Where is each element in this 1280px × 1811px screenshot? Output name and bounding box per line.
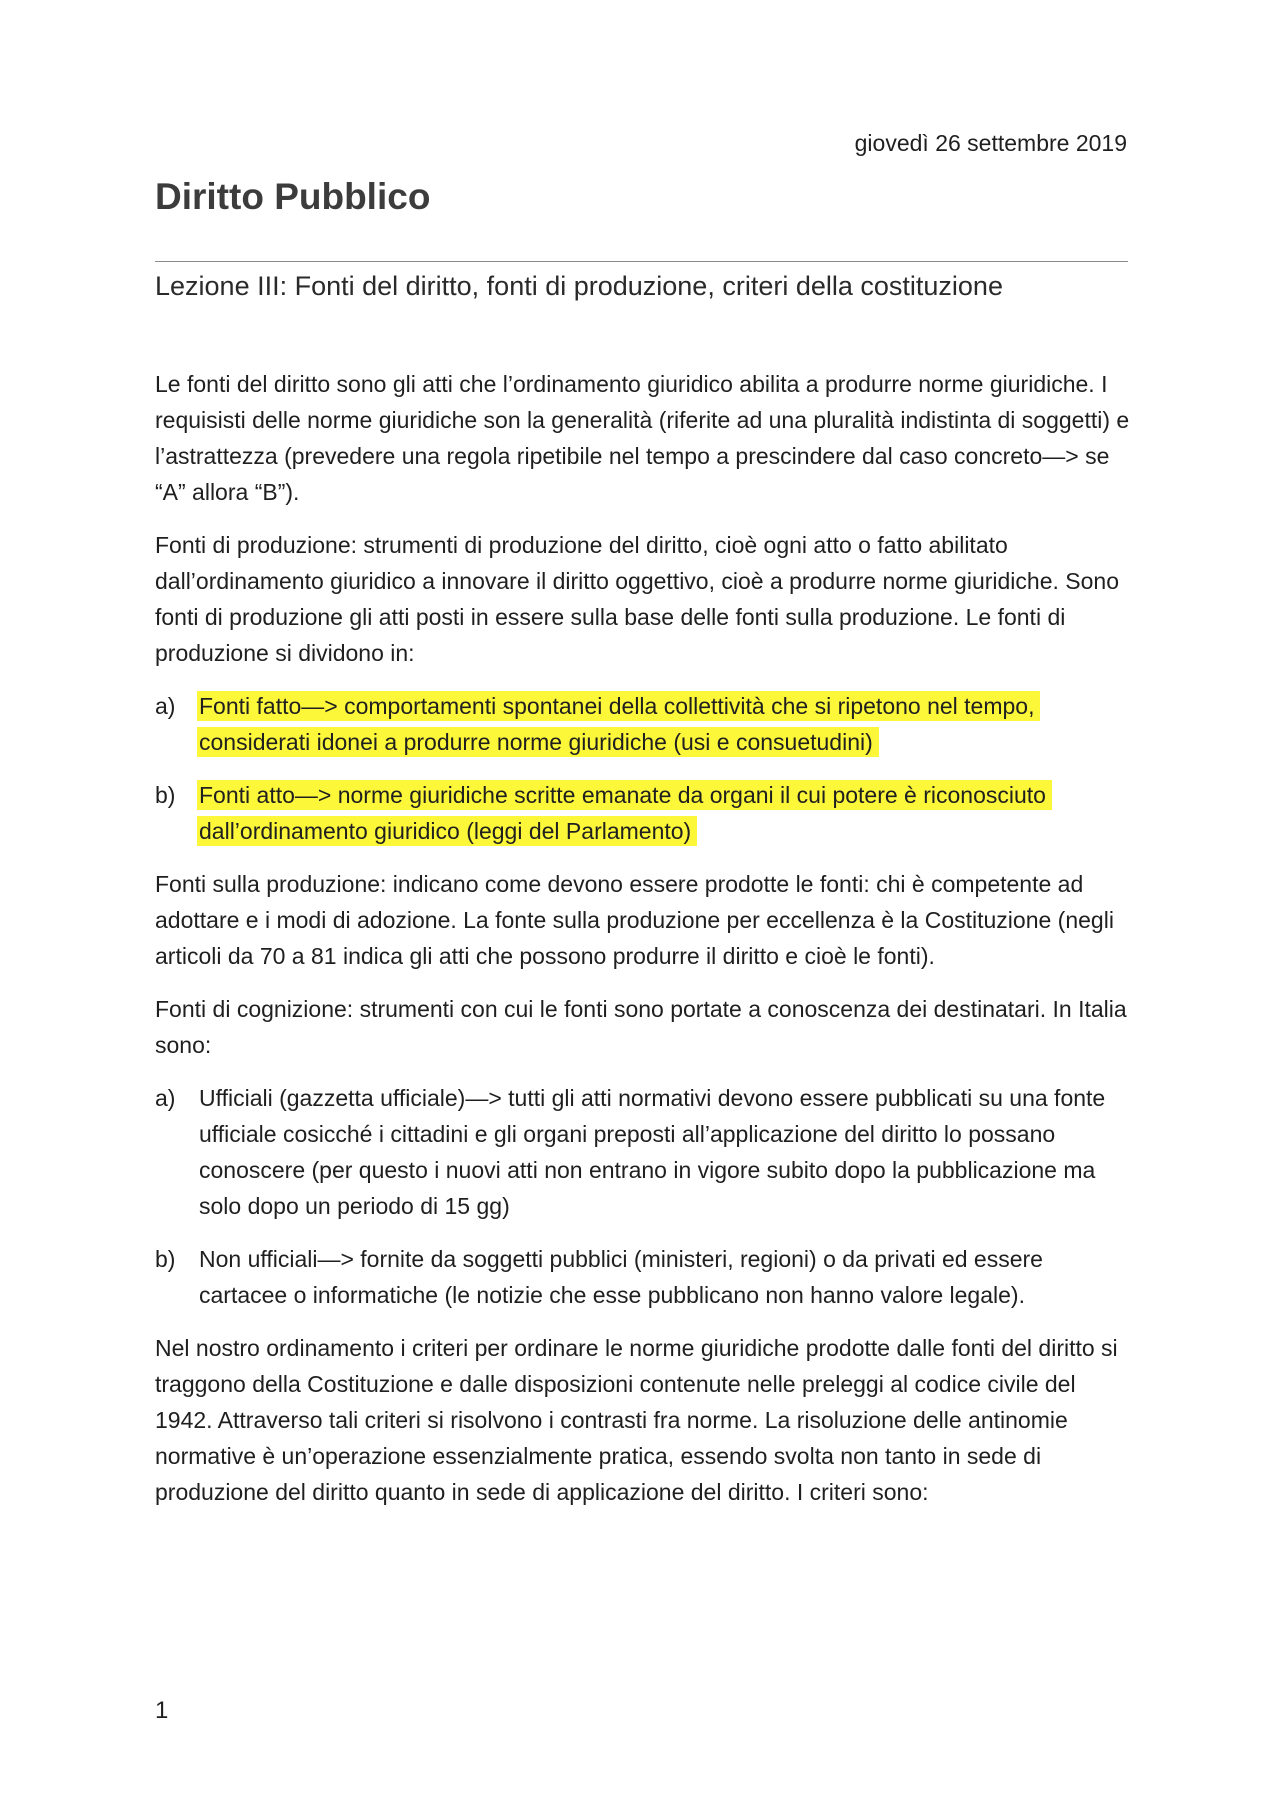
page-number: 1 xyxy=(155,1697,169,1724)
lesson-title: Lezione III: Fonti del diritto, fonti di produzione, criteri della costituzione xyxy=(155,271,1003,301)
list-marker: b) xyxy=(155,782,176,808)
paragraph-intro: Le fonti del diritto sono gli atti che l’ordinamento giuridico abilita a produrre norme giuridiche. I requisisti delle norme giuridiche son la generalità (riferite ad una pluralità indistinta di soggetti) e l’astrattezza (prevedere una regola ripetibile nel tempo a prescindere dal caso concreto—> se “A” allora “B”). xyxy=(155,371,1130,505)
list-item-text: Non ufficiali—> fornite da soggetti pubblici (ministeri, regioni) o da privati ed essere cartacee o informatiche (le notizie che esse pubblicano non hanno valore legale). xyxy=(199,1246,1043,1308)
paragraph-fonti-produzione: Fonti di produzione: strumenti di produzione del diritto, cioè ogni atto o fatto abilitato dall’ordinamento giuridico a innovare il diritto oggettivo, cioè a produrre norme giuridiche. Sono fonti di produzione gli atti posti in essere sulla base delle fonti sulla produzione. Le fonti di produzione si dividono in: xyxy=(155,532,1119,666)
title-divider xyxy=(155,261,1128,262)
list-fonti-produzione xyxy=(155,688,1135,849)
document-body xyxy=(155,366,1135,1527)
paragraph-fonti-cognizione: Fonti di cognizione: strumenti con cui le fonti sono portate a conoscenza dei destinatari. In Italia sono: xyxy=(155,996,1127,1058)
paragraph-fonti-sulla-produzione: Fonti sulla produzione: indicano come devono essere prodotte le fonti: chi è competente ad adottare e i modi di adozione. La fonte sulla produzione per eccellenza è la Costituzione (negli articoli da 70 a 81 indica gli atti che possono produrre il diritto e cioè le fonti). xyxy=(155,871,1114,969)
list-marker: a) xyxy=(155,1085,176,1111)
list-marker: a) xyxy=(155,693,176,719)
list-item xyxy=(155,777,1135,849)
document-date: giovedì 26 settembre 2019 xyxy=(854,130,1127,156)
list-item-text: Ufficiali (gazzetta ufficiale)—> tutti gli atti normativi devono essere pubblicati su una fonte ufficiale cosicché i cittadini e gli organi preposti all’applicazione del diritto lo possano conoscere (per questo i nuovi atti non entrano in vigore subito dopo la pubblicazione ma solo dopo un periodo di 15 gg) xyxy=(199,1085,1106,1219)
list-item xyxy=(155,1241,1135,1313)
document-title: Diritto Pubblico xyxy=(155,176,431,217)
highlighted-text: Fonti atto—> norme giuridiche scritte emanate da organi il cui potere è riconosciuto dall’ordinamento giuridico (leggi del Parlamento) xyxy=(197,780,1052,846)
list-fonti-cognizione xyxy=(155,1080,1135,1313)
list-marker: b) xyxy=(155,1246,176,1272)
highlighted-text: Fonti fatto—> comportamenti spontanei della collettività che si ripetono nel tempo, considerati idonei a produrre norme giuridiche (usi e consuetudini) xyxy=(197,691,1040,757)
list-item xyxy=(155,1080,1135,1224)
list-item xyxy=(155,688,1135,760)
paragraph-criteri: Nel nostro ordinamento i criteri per ordinare le norme giuridiche prodotte dalle fonti del diritto si traggono della Costituzione e dalle disposizioni contenute nelle preleggi al codice civile del 1942. Attraverso tali criteri si risolvono i contrasti fra norme. La risoluzione delle antinomie normative è un’operazione essenzialmente pratica, essendo svolta non tanto in sede di produzione del diritto quanto in sede di applicazione del diritto. I criteri sono: xyxy=(155,1335,1118,1505)
